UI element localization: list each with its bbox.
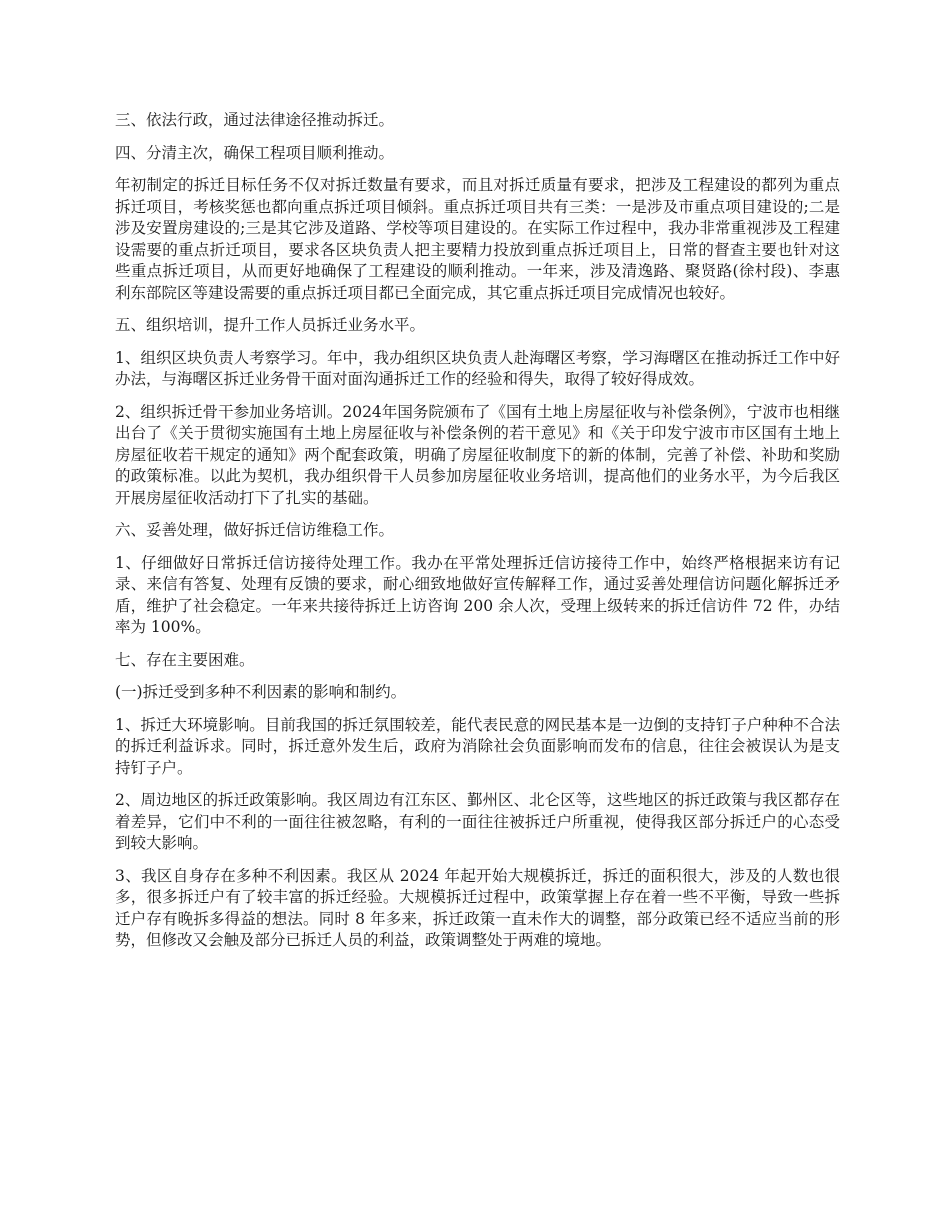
body-paragraph: 1、仔细做好日常拆迁信访接待处理工作。我办在平常处理拆迁信访接待工作中，始终严格根据来访有记录、来信有答复、处理有反馈的要求，耐心细致地做好宣传解释工作，通过妥善处理信访问题化解拆迁矛盾，维护了社会稳定。一年来共接待拆迁上访咨询 200 余人次，受理上级转来的拆迁信访件 72 件，办结率为 100%。 bbox=[115, 553, 840, 636]
document-body bbox=[115, 110, 840, 963]
section-heading-3: 三、依法行政，通过法律途径推动拆迁。 bbox=[115, 111, 395, 129]
body-paragraph: 1、拆迁大环境影响。目前我国的拆迁氛围较差，能代表民意的网民基本是一边倒的支持钉子户种种不合法的拆迁利益诉求。同时，拆迁意外发生后，政府为消除社会负面影响而发布的信息，往往会被误认为是支持钉子户。 bbox=[115, 715, 840, 777]
section-heading-5: 五、组织培训，提升工作人员拆迁业务水平。 bbox=[115, 316, 426, 334]
body-paragraph: 1、组织区块负责人考察学习。年中，我办组织区块负责人赴海曙区考察，学习海曙区在推动拆迁工作中好办法，与海曙区拆迁业务骨干面对面沟通拆迁工作的经验和得失，取得了较好得成效。 bbox=[115, 348, 840, 388]
section-heading-4: 四、分清主次，确保工程项目顺利推动。 bbox=[115, 143, 395, 162]
subsection-heading: (一)拆迁受到多种不利因素的影响和制约。 bbox=[115, 683, 407, 701]
body-paragraph: 2、组织拆迁骨干参加业务培训。2024年国务院颁布了《国有土地上房屋征收与补偿条例》，宁波市也相继出台了《关于贯彻实施国有土地上房屋征收与补偿条例的若干意见》和《关于印发宁波市市区国有土地上房屋征收若干规定的通知》两个配套政策，明确了房屋征收制度下的新的体制，完善了补偿、补助和奖励的政策标准。以此为契机，我办组织骨干人员参加房屋征收业务培训，提高他们的业务水平，为今后我区开展房屋征收活动打下了扎实的基础。 bbox=[115, 402, 840, 507]
section-heading-6: 六、妥善处理，做好拆迁信访维稳工作。 bbox=[115, 521, 395, 539]
body-paragraph: 2、周边地区的拆迁政策影响。我区周边有江东区、鄞州区、北仑区等，这些地区的拆迁政策与我区都存在着差异，它们中不利的一面往往被忽略，有利的一面往往被拆迁户所重视，使得我区部分拆迁户的心态受到较大影响。 bbox=[115, 791, 840, 852]
body-paragraph: 3、我区自身存在多种不利因素。我区从 2024 年起开始大规模拆迁，拆迁的面积很大，涉及的人数也很多，很多拆迁户有了较丰富的拆迁经验。大规模拆迁过程中，政策掌握上存在着一些不平衡，导致一些拆迁户存有晚拆多得益的想法。同时 8 年多来，拆迁政策一直未作大的调整，部分政策已经不适应当前的形势，但修改又会触及部分已拆迁人员的利益，政策调整处于两难的境地。 bbox=[115, 866, 840, 949]
section-heading-7: 七、存在主要困难。 bbox=[115, 650, 255, 669]
body-paragraph: 年初制定的拆迁目标任务不仅对拆迁数量有要求，而且对拆迁质量有要求，把涉及工程建设的都列为重点拆迁项目，考核奖惩也都向重点拆迁项目倾斜。重点拆迁项目共有三类：一是涉及市重点项目建设的;二是涉及安置房建设的;三是其它涉及道路、学校等项目建设的。在实际工作过程中，我办非常重视涉及工程建设需要的重点折迁项目，要求各区块负责人把主要精力投放到重点拆迁项目上，日常的督查主要也针对这些重点拆迁项目，从而更好地确保了工程建设的顺利推动。一年来，涉及清逸路、聚贤路(徐村段)、李惠利东部院区等建设需要的重点拆迁项目都已全面完成，其它重点拆迁项目完成情况也较好。 bbox=[115, 176, 840, 302]
